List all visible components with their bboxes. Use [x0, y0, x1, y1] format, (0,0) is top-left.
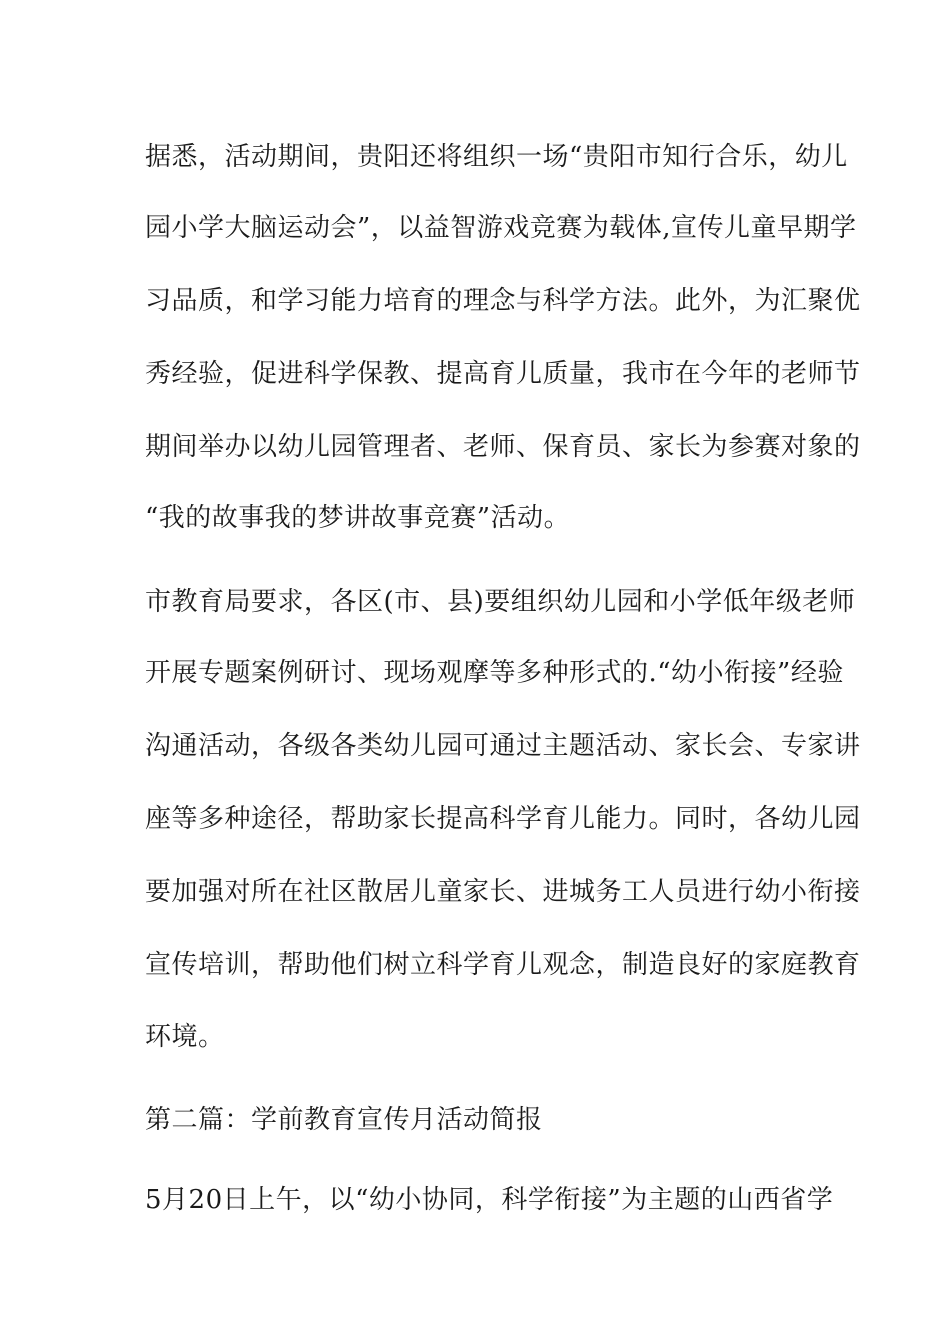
paragraph-line: “我的故事我的梦讲故事竞赛”活动。 [145, 503, 571, 533]
paragraph-line: 市教育局要求，各区(市、县)要组织幼儿园和小学低年级老师 [145, 587, 856, 617]
paragraph-line: 园小学大脑运动会”，以益智游戏竞赛为载体,宣传儿童早期学 [145, 213, 857, 243]
paragraph-line: 期间举办以幼儿园管理者、老师、保育员、家长为参赛对象的 [145, 432, 861, 462]
paragraph-line: 沟通活动，各级各类幼儿园可通过主题活动、家长会、专家讲 [145, 731, 861, 761]
paragraph-line: 环境。 [145, 1022, 225, 1052]
paragraph-line: 秀经验，促进科学保教、提高育儿质量，我市在今年的老师节 [145, 359, 861, 389]
paragraph-line: 座等多种途径，帮助家长提高科学育儿能力。同时，各幼儿园 [145, 804, 861, 834]
paragraph-line: 开展专题案例研讨、现场观摩等多种形式的.“幼小衔接”经验 [145, 658, 844, 688]
paragraph-line: 习品质，和学习能力培育的理念与科学方法。此外，为汇聚优 [145, 286, 861, 316]
section-heading: 第二篇：学前教育宣传月活动简报 [145, 1105, 543, 1135]
paragraph-line: 5月20日上午，以“幼小协同，科学衔接”为主题的山西省学 [145, 1185, 834, 1215]
paragraph-line: 要加强对所在社区散居儿童家长、进城务工人员进行幼小衔接 [145, 877, 861, 907]
paragraph-line: 宣传培训，帮助他们树立科学育儿观念，制造良好的家庭教育 [145, 950, 861, 980]
paragraph-line: 据悉，活动期间，贵阳还将组织一场“贵阳市知行合乐，幼儿 [145, 142, 848, 172]
